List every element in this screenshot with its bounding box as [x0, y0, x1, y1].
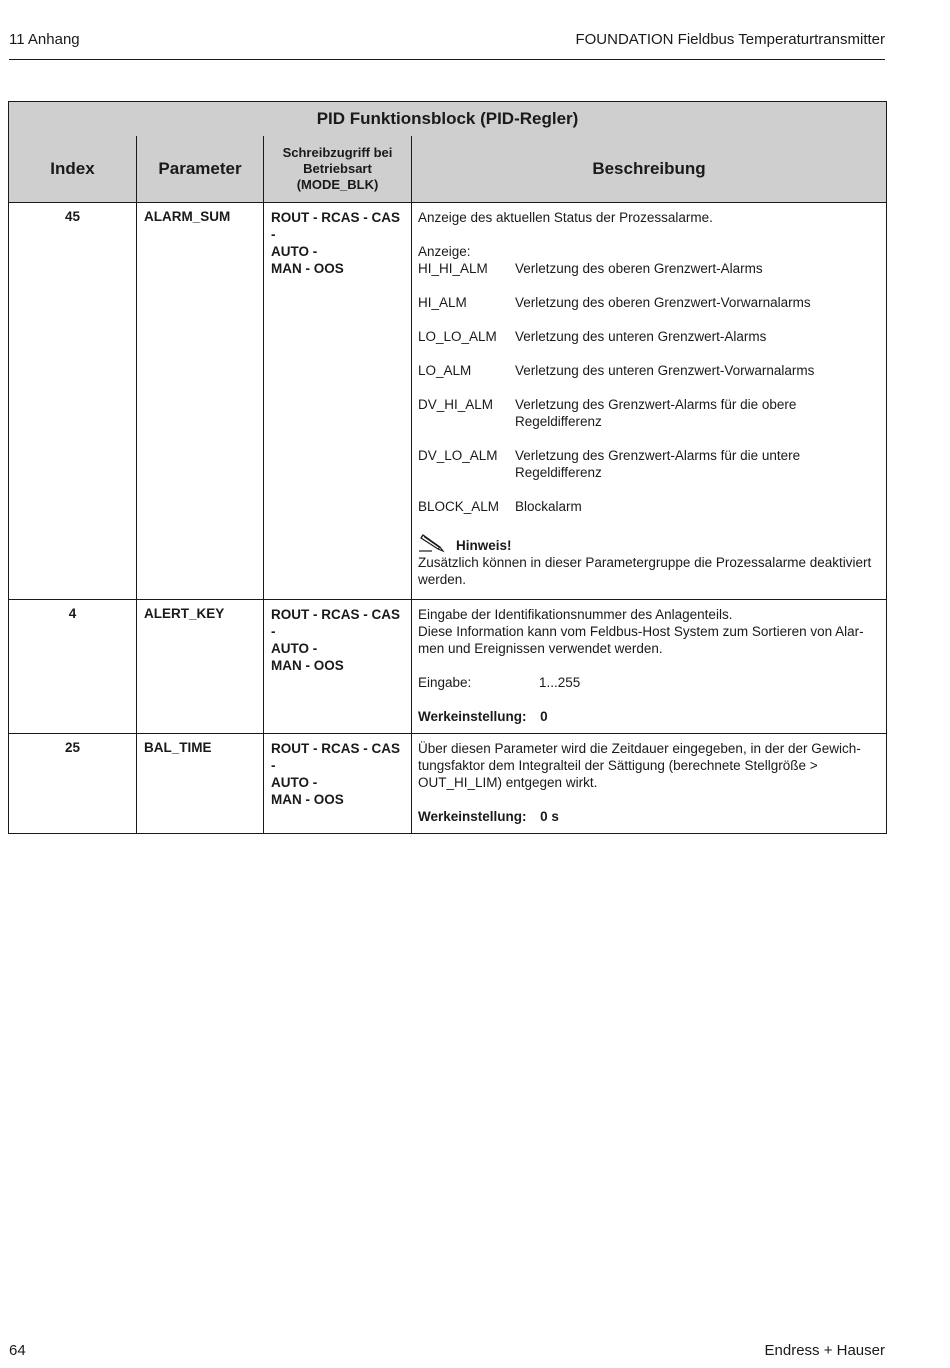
row-mode — [264, 734, 412, 834]
entry-range — [418, 674, 880, 691]
alarm-text: Verletzung des Grenzwert-Alarms für die obere Regeldifferenz — [515, 397, 797, 429]
column-header-parameter: Parameter — [137, 136, 264, 203]
alarm-text: Verletzung des unteren Grenzwert-Vorwarnalarms — [515, 363, 815, 378]
alarm-text: Verletzung des oberen Grenzwert-Alarms — [515, 261, 763, 276]
row-parameter: BAL_TIME — [137, 734, 264, 834]
mode-line: MAN - OOS — [271, 261, 344, 276]
alarm-key: DV_HI_ALM — [418, 397, 494, 412]
row-index: 25 — [9, 734, 137, 834]
alarm-item — [418, 447, 880, 481]
column-header-mode-line: (MODE_BLK) — [296, 177, 379, 192]
entry-label: Eingabe: — [418, 675, 472, 690]
default-setting — [418, 808, 880, 825]
table-row — [9, 734, 887, 834]
default-value: 0 s — [540, 809, 559, 824]
default-value: 0 — [540, 709, 548, 724]
column-header-mode — [264, 136, 412, 203]
mode-line: ROUT - RCAS - CAS - — [271, 741, 400, 773]
description-line: OUT_HI_LIM) entgegen wirkt. — [418, 775, 598, 790]
table-row — [9, 600, 887, 734]
column-header-index: Index — [9, 136, 137, 203]
brand-name: Endress + Hauser — [764, 1342, 885, 1359]
alarm-text: Verletzung des Grenzwert-Alarms für die untere Regeldifferenz — [515, 448, 801, 480]
description-line: tungsfaktor dem Integralteil der Sättigung (berechnete Stellgröße > — [418, 758, 818, 773]
row-parameter: ALERT_KEY — [137, 600, 264, 734]
alarm-key: LO_ALM — [418, 363, 472, 378]
document-title: FOUNDATION Fieldbus Temperaturtransmitter — [575, 31, 885, 48]
description-line: men und Ereignissen verwendet werden. — [418, 641, 663, 656]
alarm-text: Blockalarm — [515, 499, 582, 514]
mode-line: MAN - OOS — [271, 792, 344, 807]
alarm-key: LO_LO_ALM — [418, 329, 497, 344]
column-header-mode-line: Schreibzugriff bei — [282, 145, 393, 160]
note-text: Zusätzlich können in dieser Parametergruppe die Prozessalarme deaktiviert werden. — [418, 555, 872, 587]
mode-line: AUTO - — [271, 641, 318, 656]
entry-value: 1...255 — [539, 675, 581, 690]
note-title: Hinweis! — [456, 538, 512, 553]
alarm-item — [418, 362, 880, 379]
default-label: Werkeinstellung: — [418, 709, 527, 724]
row-mode — [264, 600, 412, 734]
section-label: 11 Anhang — [9, 31, 80, 48]
mode-line: MAN - OOS — [271, 658, 344, 673]
alarm-item — [418, 396, 880, 430]
row-parameter: ALARM_SUM — [137, 203, 264, 600]
row-description — [412, 203, 887, 600]
alarm-item — [418, 498, 880, 515]
note-heading — [418, 532, 880, 554]
display-label: Anzeige: — [418, 244, 471, 259]
mode-line: ROUT - RCAS - CAS - — [271, 210, 400, 242]
alarm-item — [418, 260, 880, 277]
page-header — [9, 31, 885, 60]
page-number: 64 — [9, 1342, 26, 1359]
description-intro: Anzeige des aktuellen Status der Prozessalarme. — [418, 210, 713, 225]
mode-line: AUTO - — [271, 244, 318, 259]
description-line: Diese Information kann vom Feldbus-Host System zum Sortieren von Alar- — [418, 624, 864, 639]
alarm-text: Verletzung des oberen Grenzwert-Vorwarnalarms — [515, 295, 811, 310]
column-header-description: Beschreibung — [412, 136, 887, 203]
alarm-item — [418, 328, 880, 345]
row-description — [412, 734, 887, 834]
table-row — [9, 203, 887, 600]
row-index: 45 — [9, 203, 137, 600]
alarm-text: Verletzung des unteren Grenzwert-Alarms — [515, 329, 767, 344]
pencil-note-icon — [418, 532, 446, 554]
mode-line: AUTO - — [271, 775, 318, 790]
alarm-key: HI_ALM — [418, 295, 467, 310]
alarm-key: DV_LO_ALM — [418, 448, 498, 463]
table-title: PID Funktionsblock (PID-Regler) — [9, 102, 887, 137]
mode-line: ROUT - RCAS - CAS - — [271, 607, 400, 639]
column-header-mode-line: Betriebsart — [303, 161, 372, 176]
description-line: Über diesen Parameter wird die Zeitdauer eingegeben, in der der Gewich- — [418, 741, 861, 756]
row-index: 4 — [9, 600, 137, 734]
description-line: Eingabe der Identifikationsnummer des Anlagenteils. — [418, 607, 733, 622]
alarm-key: BLOCK_ALM — [418, 499, 500, 514]
default-setting — [418, 708, 880, 725]
pid-parameter-table — [8, 101, 887, 834]
row-description — [412, 600, 887, 734]
default-label: Werkeinstellung: — [418, 809, 527, 824]
row-mode — [264, 203, 412, 600]
alarm-key: HI_HI_ALM — [418, 261, 488, 276]
alarm-item — [418, 294, 880, 311]
